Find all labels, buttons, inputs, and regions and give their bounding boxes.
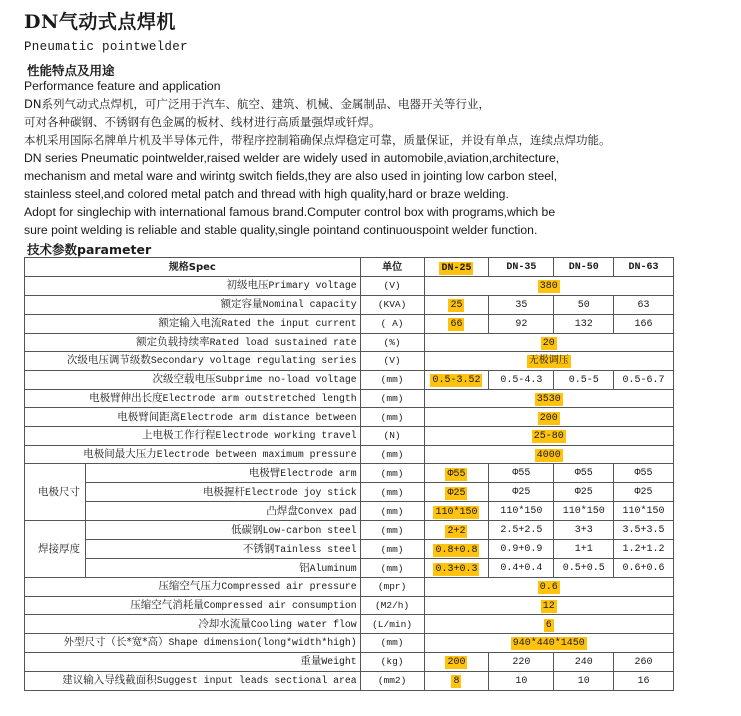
row-label-en: Aluminum (309, 562, 357, 574)
row-label (85, 521, 360, 540)
table-row (25, 483, 674, 502)
table-header-row (25, 258, 674, 277)
value: 3.5+3.5 (622, 525, 665, 537)
value: 132 (574, 318, 593, 330)
row-label (25, 333, 361, 352)
row-label-en: Cooling water flow (250, 618, 357, 630)
row-label-cn: 铝 (299, 561, 310, 574)
value: 0.5-5 (568, 374, 599, 386)
row-label-en: Low-carbon steel (262, 524, 357, 536)
page-title: DN气动式点焊机 (24, 11, 176, 33)
merged-value: 940*440*1450 (512, 638, 585, 650)
unit-cell: (mm) (360, 483, 424, 502)
row-label (25, 277, 361, 296)
value-cell (489, 370, 554, 389)
unit-cell: (V) (360, 277, 424, 296)
value-cell (424, 370, 489, 389)
value: 0.5-3.52 (432, 375, 481, 387)
table-row (25, 652, 674, 671)
model-label: DN-63 (628, 262, 659, 273)
row-label-en: Shape dimension(long*width*high) (168, 637, 357, 649)
value: 10 (515, 675, 528, 687)
unit-cell: (N) (360, 426, 424, 445)
unit-cell: (mm) (360, 445, 424, 464)
value-cell (489, 671, 554, 690)
value-cell (614, 559, 674, 578)
table-row (25, 277, 674, 296)
value-cell (424, 314, 489, 333)
value: 110*150 (500, 506, 543, 518)
value-cell (614, 502, 674, 521)
value: 110*150 (562, 506, 605, 518)
unit-cell: (V) (360, 352, 424, 371)
row-label-cn: 压缩空气消耗量 (130, 599, 204, 612)
value: 0.5+0.5 (562, 563, 605, 575)
unit-cell: (kg) (360, 652, 424, 671)
model-label: DN-35 (506, 262, 537, 273)
table-row (25, 596, 674, 615)
table-row (25, 426, 674, 445)
value: 166 (634, 318, 653, 330)
row-label-cn: 凸焊盘 (266, 504, 298, 517)
row-label (25, 389, 361, 408)
unit-cell: (KVA) (360, 295, 424, 314)
unit-cell: (mm) (360, 464, 424, 483)
table-row (25, 295, 674, 314)
value-cell (489, 502, 554, 521)
merged-value: 4000 (536, 449, 561, 461)
row-label (25, 295, 361, 314)
spec-table (24, 257, 674, 691)
row-label-cn: 初级电压 (226, 279, 269, 292)
value: 66 (450, 319, 463, 331)
header-unit-label: 单位 (382, 261, 403, 273)
row-label-en: Rated load sustained rate (209, 336, 357, 348)
merged-value-cell (424, 445, 673, 464)
merged-value: 12 (542, 601, 555, 613)
value: 240 (574, 656, 593, 668)
value: Φ55 (574, 468, 593, 480)
unit-cell: (mm2) (360, 671, 424, 690)
intro-line: DN系列气动式点焊机，可广泛用于汽车、航空、建筑、机械、金属制品、电器开关等行业， (24, 97, 490, 111)
value-cell (614, 295, 674, 314)
value-cell (554, 671, 614, 690)
value-cell (489, 314, 554, 333)
unit-cell: (mm) (360, 540, 424, 559)
row-label (25, 314, 361, 333)
value: 0.3+0.3 (435, 563, 478, 575)
row-label (85, 559, 360, 578)
row-label (25, 578, 361, 597)
row-label (25, 408, 361, 427)
value: 3+3 (574, 525, 593, 537)
row-label-cn: 建议输入导线截面积 (62, 674, 157, 687)
table-row (25, 671, 674, 690)
header-model (424, 258, 489, 277)
value: 0.8+0.8 (435, 544, 478, 556)
value: 200 (447, 657, 466, 669)
intro-line: stainless steel,and colored metal patch and thread with high quality,hard or braze welding. (24, 187, 509, 201)
row-label-en: Suggest input leads sectional area (156, 675, 357, 687)
row-label (85, 540, 360, 559)
table-row (25, 464, 674, 483)
value-cell (424, 502, 489, 521)
value-cell (489, 540, 554, 559)
row-label (25, 671, 361, 690)
table-row (25, 502, 674, 521)
header-model (614, 258, 674, 277)
merged-value: 25-80 (533, 431, 564, 443)
value: Φ25 (634, 487, 653, 499)
value-cell (614, 652, 674, 671)
value: 35 (515, 299, 528, 311)
value: 1+1 (574, 544, 593, 556)
row-label-cn: 冷却水流量 (198, 617, 251, 630)
row-label-cn: 外型尺寸（长*宽*高） (63, 636, 169, 649)
unit-cell: (mm) (360, 521, 424, 540)
group-label: 焊接厚度 (25, 521, 86, 578)
value-cell (614, 464, 674, 483)
unit-cell: (M2/h) (360, 596, 424, 615)
unit-cell: (mm) (360, 389, 424, 408)
value-cell (614, 483, 674, 502)
row-label-cn: 低碳钢 (231, 523, 263, 536)
intro-line: 可对各种碳钢、不锈钢有色金属的板材、线材进行高质量强焊或钎焊。 (24, 115, 381, 129)
value-cell (614, 370, 674, 389)
value: 2.5+2.5 (500, 525, 543, 537)
row-label-en: Electrode joy stick (244, 486, 357, 498)
value-cell (424, 521, 489, 540)
value: 0.5-6.7 (622, 374, 665, 386)
table-row (25, 521, 674, 540)
row-label-en: Compressed air pressure (221, 581, 357, 593)
value-cell (614, 671, 674, 690)
row-label-en: Electrode working travel (215, 430, 357, 442)
merged-value-cell (424, 389, 673, 408)
unit-cell: (mm) (360, 408, 424, 427)
merged-value: 0.6 (539, 582, 558, 594)
table-row (25, 352, 674, 371)
row-label (85, 464, 360, 483)
row-label-cn: 电极臂伸出长度 (89, 392, 163, 405)
value: 0.5-4.3 (500, 374, 543, 386)
merged-value: 380 (539, 281, 558, 293)
row-label (85, 502, 360, 521)
value: 16 (637, 675, 650, 687)
row-label-en: Nominal capacity (262, 299, 357, 311)
value-cell (554, 295, 614, 314)
row-label (25, 426, 361, 445)
intro-line: Adopt for singlechip with international famous brand.Computer control box with programs,which be (24, 205, 556, 219)
unit-cell: (mm) (360, 559, 424, 578)
value-cell (424, 540, 489, 559)
merged-value-cell (424, 426, 673, 445)
intro-line: sure point welding is reliable and stable quality,single pointand continuouspoint welder function. (24, 223, 538, 237)
table-row (25, 445, 674, 464)
merged-value-cell (424, 352, 673, 371)
row-label (25, 596, 361, 615)
merged-value: 3530 (536, 394, 561, 406)
value: Φ55 (512, 468, 531, 480)
value: 0.4+0.4 (500, 563, 543, 575)
value-cell (554, 483, 614, 502)
table-row (25, 389, 674, 408)
row-label-en: Electrode arm (280, 467, 357, 479)
value: 110*150 (622, 506, 665, 518)
row-label-cn: 电极握杆 (202, 485, 245, 498)
row-label-en: Subprime no-load voltage (215, 374, 357, 386)
value-cell (424, 671, 489, 690)
merged-value-cell (424, 633, 673, 652)
row-label-cn: 重量 (300, 655, 322, 668)
unit-cell: (%) (360, 333, 424, 352)
value-cell (554, 502, 614, 521)
unit-cell: (mm) (360, 633, 424, 652)
intro-line: mechanism and metal ware and wirintg switch fields,they are also used in jointing low carbon steel, (24, 169, 558, 183)
merged-value-cell (424, 615, 673, 634)
value-cell (489, 295, 554, 314)
value-cell (424, 295, 489, 314)
row-label-en: Secondary voltage regulating series (150, 355, 357, 367)
value: 260 (634, 656, 653, 668)
header-model (554, 258, 614, 277)
spec-table-body (25, 258, 674, 691)
value-cell (489, 483, 554, 502)
merged-value: 6 (545, 619, 552, 631)
row-label (25, 615, 361, 634)
value-cell (554, 540, 614, 559)
intro-line: Performance feature and application (24, 79, 221, 93)
row-label-cn: 电极臂 (248, 466, 281, 479)
row-label (25, 352, 361, 371)
value: 0.6+0.6 (622, 563, 665, 575)
value-cell (489, 559, 554, 578)
value: Φ55 (447, 468, 466, 480)
value: 110*150 (435, 506, 478, 518)
row-label-cn: 额定负载持续率 (136, 335, 210, 348)
value: Φ55 (634, 468, 653, 480)
value-cell (554, 370, 614, 389)
value: 92 (515, 318, 528, 330)
row-label-cn: 不锈钢 (242, 542, 275, 555)
row-label-cn: 次级空载电压 (152, 373, 216, 386)
value-cell (424, 464, 489, 483)
intro-line: 本机采用国际名牌单片机及半导体元件，带程序控制箱确保点焊稳定可靠，质量保证，并设有单点，连续点焊功能。 (24, 133, 611, 147)
merged-value: 20 (542, 337, 555, 349)
unit-cell: ( A) (360, 314, 424, 333)
model-label: DN-25 (441, 262, 472, 274)
table-row (25, 540, 674, 559)
value-cell (489, 521, 554, 540)
intro-line: DN series Pneumatic pointwelder,raised welder are widely used in automobile,aviation,architecture, (24, 151, 560, 165)
unit-cell: (L/min) (360, 615, 424, 634)
value-cell (614, 521, 674, 540)
unit-cell: (mm) (360, 502, 424, 521)
value-cell (489, 464, 554, 483)
merged-value: 200 (539, 412, 558, 424)
value-cell (424, 652, 489, 671)
value-cell (554, 652, 614, 671)
header-spec-label: 规格Spec (168, 261, 216, 273)
page-subtitle: Pneumatic pointwelder (24, 40, 188, 54)
row-label-cn: 额定容量 (220, 298, 263, 311)
value: 8 (453, 676, 460, 688)
unit-cell: (mm) (360, 370, 424, 389)
value: 63 (637, 299, 650, 311)
value-cell (424, 559, 489, 578)
table-row (25, 559, 674, 578)
value: 0.9+0.9 (500, 544, 543, 556)
row-label-cn: 电极臂间距离 (117, 410, 181, 423)
value: Φ25 (447, 487, 466, 499)
row-label-en: Convex pad (297, 505, 357, 517)
row-label-cn: 额定输入电流 (158, 317, 222, 330)
unit-cell: (mpr) (360, 578, 424, 597)
row-label-en: Electrode between maximum pressure (156, 448, 357, 460)
row-label-en: Primary voltage (268, 280, 357, 292)
value-cell (554, 559, 614, 578)
table-row (25, 333, 674, 352)
row-label-cn: 次级电压调节级数 (66, 354, 151, 367)
value-cell (554, 464, 614, 483)
merged-value-cell (424, 578, 673, 597)
merged-value-cell (424, 333, 673, 352)
params-heading: 技术参数parameter (27, 242, 152, 257)
row-label-en: Electrode arm outstretched length (162, 393, 357, 405)
row-label-en: Tainless steel (274, 543, 357, 555)
value-cell (614, 314, 674, 333)
row-label-cn: 电极间最大压力 (83, 447, 157, 460)
row-label-en: Rated the input current (221, 318, 357, 330)
table-row (25, 578, 674, 597)
merged-value: 无极调压 (528, 356, 569, 368)
value: 220 (512, 656, 531, 668)
value-cell (424, 483, 489, 502)
row-label-en: Electrode arm distance between (180, 411, 357, 423)
value-cell (554, 521, 614, 540)
value-cell (489, 652, 554, 671)
merged-value-cell (424, 408, 673, 427)
value: 10 (577, 675, 590, 687)
table-row (25, 314, 674, 333)
value: 50 (577, 299, 590, 311)
value: 1.2+1.2 (622, 544, 665, 556)
value: Φ25 (574, 487, 593, 499)
header-unit (360, 258, 424, 277)
header-model (489, 258, 554, 277)
merged-value-cell (424, 596, 673, 615)
value-cell (554, 314, 614, 333)
row-label (25, 370, 361, 389)
merged-value-cell (424, 277, 673, 296)
intro-text (24, 77, 724, 239)
value: Φ25 (512, 487, 531, 499)
row-label-cn: 上电极工作行程 (142, 429, 216, 442)
row-label (85, 483, 360, 502)
table-row (25, 615, 674, 634)
table-row (25, 408, 674, 427)
row-label-en: Compressed air consumption (203, 600, 357, 612)
row-label (25, 633, 361, 652)
row-label (25, 652, 361, 671)
table-row (25, 633, 674, 652)
group-label: 电极尺寸 (25, 464, 86, 521)
value: 25 (450, 300, 463, 312)
features-heading: 性能特点及用途 (27, 63, 115, 78)
value: 2+2 (447, 525, 466, 537)
table-row (25, 370, 674, 389)
row-label (25, 445, 361, 464)
value-cell (614, 540, 674, 559)
row-label-en: Weight (321, 656, 357, 668)
model-label: DN-50 (568, 262, 599, 273)
row-label-cn: 压缩空气压力 (158, 580, 222, 593)
header-spec (25, 258, 361, 277)
